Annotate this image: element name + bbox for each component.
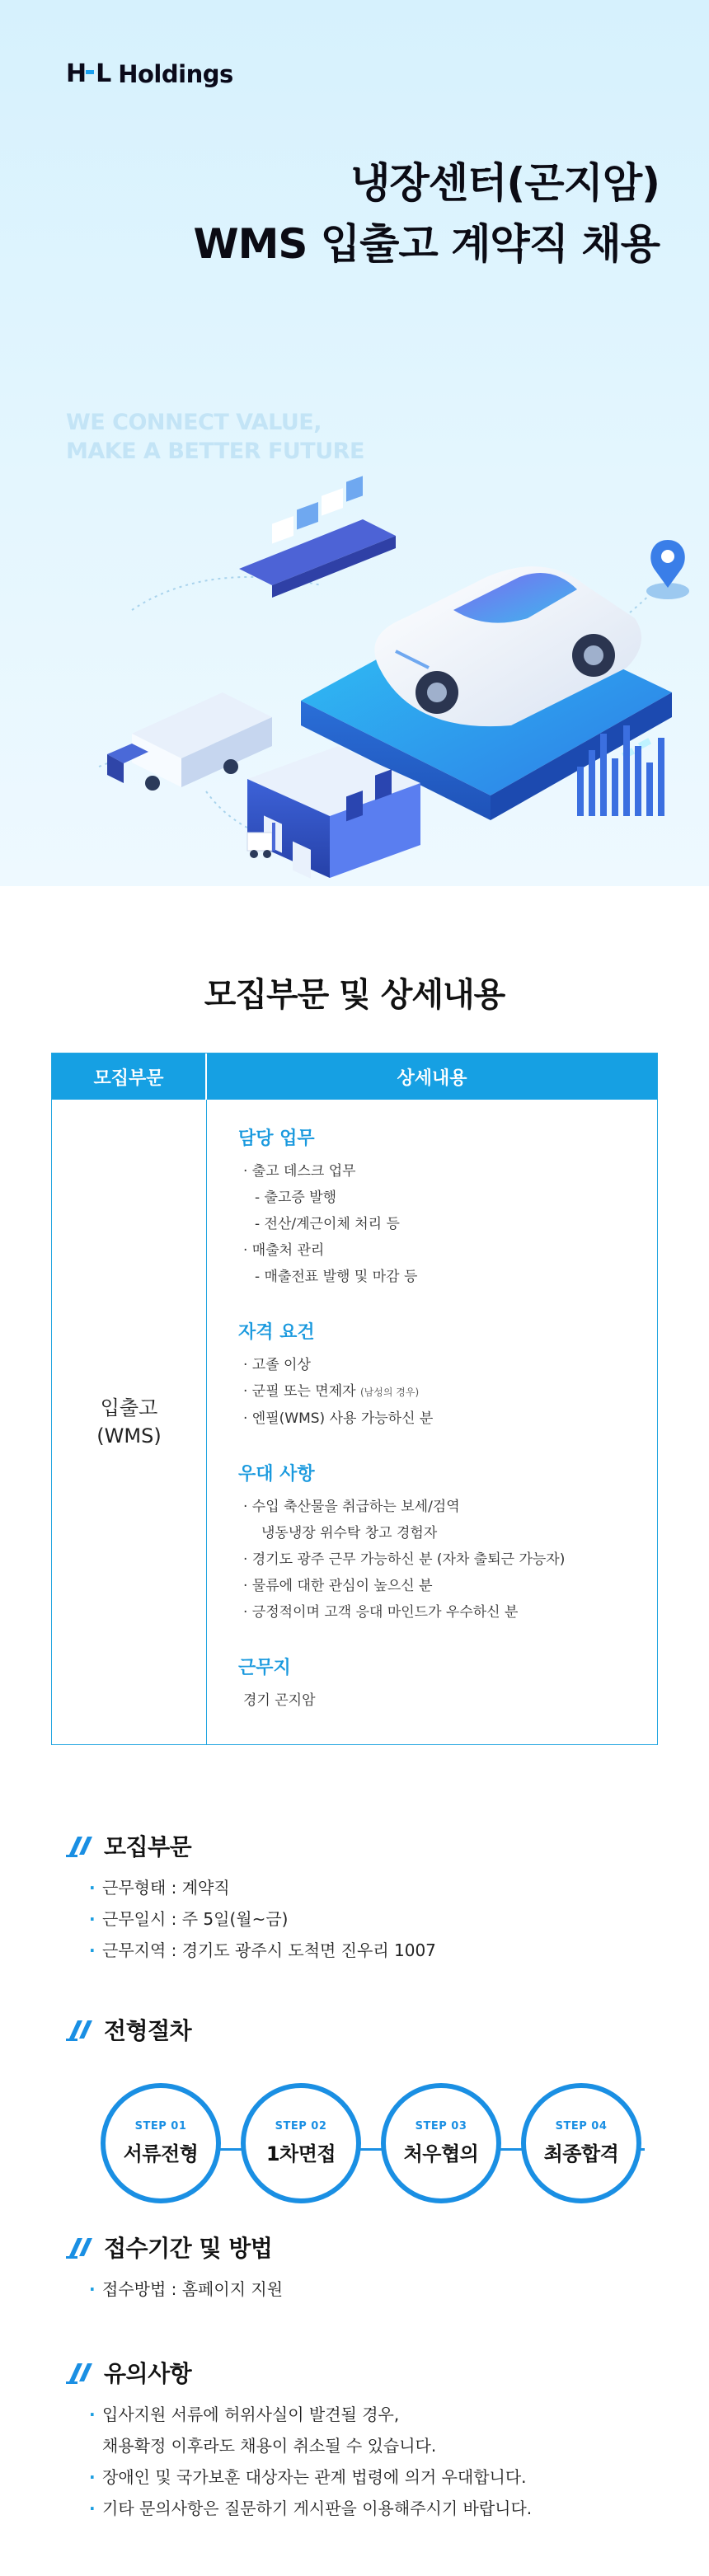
detail-line-text: · 수입 축산물을 취급하는 보세/검역 xyxy=(243,1499,460,1515)
list-item-text: 근무형태 : 계약직 xyxy=(102,1878,230,1898)
detail-line xyxy=(238,1237,657,1264)
slogan-line-2: MAKE A BETTER FUTURE xyxy=(66,439,364,464)
apply-info-list xyxy=(66,2273,660,2305)
list-item xyxy=(89,2493,660,2524)
division-line-1: 입출고 xyxy=(100,1396,158,1419)
step-2 xyxy=(241,2083,361,2203)
list-item xyxy=(89,2399,660,2461)
detail-section-lines xyxy=(238,1158,657,1290)
detail-line-text: · 엔필(WMS) 사용 가능하신 분 xyxy=(243,1410,434,1427)
recruit-info-list xyxy=(66,1872,660,1966)
bullet-dot-icon: · xyxy=(89,1878,96,1898)
detail-line-text: · 출고 데스크 업무 xyxy=(243,1163,356,1180)
list-item xyxy=(89,1872,660,1903)
list-item-text: 근무지역 : 경기도 광주시 도척면 진우리 1007 xyxy=(102,1940,436,1960)
bullet-dot-icon: · xyxy=(89,1940,96,1960)
recruit-section-title: 모집부문 및 상세내용 xyxy=(204,976,505,1014)
recruit-info-section xyxy=(66,1829,660,1966)
apply-section xyxy=(66,2231,660,2305)
detail-section-lines xyxy=(238,1494,657,1626)
detail-section-heading: 근무지 xyxy=(238,1658,291,1678)
list-item xyxy=(89,1903,660,1935)
detail-line-text: · 경기도 광주 근무 가능하신 분 (자차 출퇴근 가능자) xyxy=(243,1551,566,1568)
division-cell xyxy=(52,1100,207,1744)
list-item-text: 입사지원 서류에 허위사실이 발견될 경우, 채용확정 이후라도 채용이 취소될 수 있습니다. xyxy=(102,2405,437,2456)
recruit-info-title: 모집부문 xyxy=(104,1833,192,1860)
truck-icon xyxy=(107,692,272,791)
logistics-illustration xyxy=(0,462,709,886)
process-steps xyxy=(101,2083,645,2215)
step-4-number: STEP 04 xyxy=(555,2120,608,2133)
notes-info-list xyxy=(66,2399,660,2524)
slogan xyxy=(66,408,364,466)
logo-mark: H L xyxy=(66,59,110,88)
detail-section-heading: 우대 사항 xyxy=(238,1464,315,1485)
hero-banner xyxy=(0,0,709,886)
title-line-1: 냉장센터(곤지암) xyxy=(350,159,660,207)
detail-line xyxy=(238,1546,657,1573)
logo-text: Holdings xyxy=(118,59,233,88)
step-3-label: 처우협의 xyxy=(403,2142,479,2165)
detail-line xyxy=(238,1520,657,1546)
slash-accent-icon xyxy=(66,2235,94,2259)
detail-line xyxy=(238,1687,657,1714)
table-header-row xyxy=(52,1053,657,1100)
process-section xyxy=(66,2013,660,2046)
step-4-label: 최종합격 xyxy=(543,2142,619,2165)
bullet-dot-icon: · xyxy=(89,2467,96,2487)
detail-line-text: - 매출전표 발행 및 마감 등 xyxy=(255,1269,418,1285)
details-cell xyxy=(207,1100,657,1744)
step-2-label: 1차면접 xyxy=(265,2142,336,2165)
detail-line-text: · 긍정적이며 고객 응대 마인드가 우수하신 분 xyxy=(243,1604,519,1621)
detail-line xyxy=(238,1599,657,1626)
detail-line xyxy=(238,1185,657,1211)
step-3 xyxy=(381,2083,501,2203)
detail-line xyxy=(238,1405,657,1432)
step-3-number: STEP 03 xyxy=(415,2120,467,2133)
detail-line-text: · 고졸 이상 xyxy=(243,1357,311,1373)
apply-title: 접수기간 및 방법 xyxy=(104,2235,273,2262)
title-line-2: WMS 입출고 계약직 채용 xyxy=(193,220,660,268)
list-item xyxy=(89,2461,660,2493)
detail-line-text: 경기 곤지암 xyxy=(243,1692,316,1709)
recruit-table xyxy=(51,1053,658,1745)
detail-section-lines xyxy=(238,1687,657,1714)
slash-accent-icon xyxy=(66,1833,94,1858)
col-header-details: 상세내용 xyxy=(397,1067,467,1089)
division-line-2: (WMS) xyxy=(96,1424,162,1448)
step-1 xyxy=(101,2083,221,2203)
detail-section-lines xyxy=(238,1352,657,1432)
detail-line-text: · 군필 또는 면제자 xyxy=(243,1383,356,1400)
step-2-number: STEP 02 xyxy=(275,2120,327,2133)
step-1-label: 서류전형 xyxy=(123,2142,199,2165)
bullet-dot-icon: · xyxy=(89,2279,96,2299)
notes-section xyxy=(66,2356,660,2524)
detail-line-text: · 물류에 대한 관심이 높으신 분 xyxy=(243,1578,433,1594)
detail-line xyxy=(238,1211,657,1237)
bullet-dot-icon: · xyxy=(89,2499,96,2518)
process-title: 전형절차 xyxy=(104,2017,192,2044)
bullet-dot-icon: · xyxy=(89,2405,96,2424)
detail-line xyxy=(238,1573,657,1599)
detail-section-heading: 담당 업무 xyxy=(238,1128,315,1149)
detail-section-heading: 자격 요건 xyxy=(238,1322,315,1343)
list-item-text: 기타 문의사항은 질문하기 게시판을 이용해주시기 바랍니다. xyxy=(102,2499,533,2518)
col-header-division: 모집부문 xyxy=(52,1053,207,1100)
slash-accent-icon xyxy=(66,2360,94,2385)
detail-line-text: · 매출처 관리 xyxy=(243,1242,325,1259)
slogan-line-1: WE CONNECT VALUE, xyxy=(66,410,322,435)
detail-line-text: - 출고증 발행 xyxy=(255,1189,337,1206)
detail-line-note: (남성의 경우) xyxy=(359,1387,420,1398)
page-title xyxy=(193,152,660,274)
detail-line-text: - 전산/계근이체 처리 등 xyxy=(255,1216,400,1232)
detail-line xyxy=(238,1158,657,1185)
detail-line xyxy=(238,1494,657,1520)
step-1-number: STEP 01 xyxy=(134,2120,187,2133)
table-row xyxy=(52,1100,657,1744)
notes-title: 유의사항 xyxy=(104,2360,192,2387)
slash-accent-icon xyxy=(66,2017,94,2042)
list-item-text: 근무일시 : 주 5일(월~금) xyxy=(102,1909,289,1929)
cargo-ship-icon xyxy=(239,476,396,598)
detail-line xyxy=(238,1264,657,1290)
list-item-text: 장애인 및 국가보훈 대상자는 관계 법령에 의거 우대합니다. xyxy=(102,2467,527,2487)
list-item xyxy=(89,2273,660,2305)
list-item xyxy=(89,1935,660,1966)
step-4 xyxy=(521,2083,641,2203)
location-pin-icon xyxy=(646,540,689,599)
bullet-dot-icon: · xyxy=(89,1909,96,1929)
detail-line-text: 냉동냉장 위수탁 창고 경험자 xyxy=(261,1525,438,1541)
list-item-text: 접수방법 : 홈페이지 지원 xyxy=(102,2279,284,2299)
detail-line xyxy=(238,1352,657,1378)
detail-line xyxy=(238,1378,657,1405)
company-logo xyxy=(66,59,233,88)
